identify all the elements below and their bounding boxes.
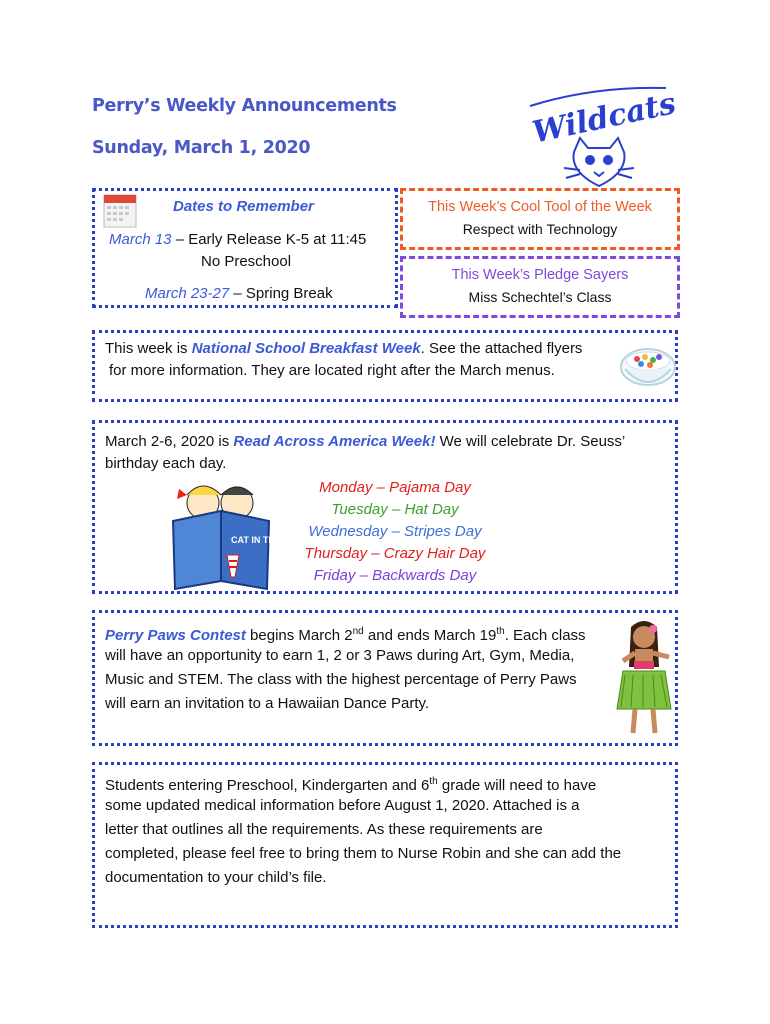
calendar-icon — [103, 191, 137, 229]
date-item-1: March 13 – Early Release K-5 at 11:45 — [109, 231, 367, 248]
day-thursday: Thursday – Crazy Hair Day — [304, 545, 486, 562]
medical-line-2: some updated medical information before August 1, 2020. Attached is a — [105, 797, 580, 814]
read-line-1: March 2-6, 2020 is Read Across America Week! We will celebrate Dr. Seuss’ — [105, 433, 626, 450]
date-item-2: March 23-27 – Spring Break — [145, 285, 333, 302]
dates-heading: Dates to Remember — [173, 198, 314, 215]
paws-line-2: will have an opportunity to earn 1, 2 or 3 Paws during Art, Gym, Media, — [105, 647, 575, 664]
hula-dancer-icon — [609, 617, 679, 741]
read-across-america-box — [92, 420, 678, 594]
breakfast-line-2: for more information. They are located right after the March menus. — [109, 362, 555, 379]
pledge-heading: This Week’s Pledge Sayers — [451, 267, 629, 283]
cool-tool-box — [400, 188, 680, 250]
day-wednesday: Wednesday – Stripes Day — [308, 523, 482, 540]
day-monday: Monday – Pajama Day — [319, 479, 471, 496]
cool-tool-value: Respect with Technology — [462, 221, 618, 237]
day-friday: Friday – Backwards Day — [313, 567, 477, 584]
breakfast-line-1: This week is National School Breakfast Week. See the attached flyers — [105, 340, 583, 357]
page-title: Perry’s Weekly Announcements — [92, 96, 397, 116]
cool-tool-heading: This Week’s Cool Tool of the Week — [428, 199, 652, 215]
pledge-sayers-box — [400, 256, 680, 318]
paws-line-1: Perry Paws Contest begins March 2nd and ends March 19th. Each class — [105, 626, 586, 644]
paws-line-4: will earn an invitation to a Hawaiian Dance Party. — [105, 695, 430, 712]
cereal-bowl-icon — [619, 339, 677, 397]
medical-line-3: letter that outlines all the requirements. As these requirements are — [105, 821, 543, 838]
dates-to-remember-box — [92, 188, 398, 308]
perry-paws-box — [92, 610, 678, 746]
wildcats-logo — [524, 82, 679, 190]
date-item-1-note: No Preschool — [201, 253, 292, 270]
medical-info-box — [92, 762, 678, 928]
medical-line-1: Students entering Preschool, Kindergarten and 6th grade will need to have — [105, 776, 597, 794]
wildcat-face-icon — [564, 138, 634, 186]
medical-line-5: documentation to your child’s file. — [105, 869, 327, 886]
breakfast-week-box — [92, 330, 678, 402]
medical-line-4: completed, please feel free to bring them to Nurse Robin and she can add the — [105, 845, 622, 862]
paws-line-3: Music and STEM. The class with the highest percentage of Perry Paws — [105, 671, 577, 688]
page-date: Sunday, March 1, 2020 — [92, 138, 311, 158]
pledge-value: Miss Schechtel’s Class — [468, 289, 612, 305]
day-tuesday: Tuesday – Hat Day — [331, 501, 459, 518]
read-line-2: birthday each day. — [105, 455, 227, 472]
book-cover-text: CAT IN THE HAT — [231, 535, 302, 545]
logo-text: Wildcats — [529, 86, 679, 151]
